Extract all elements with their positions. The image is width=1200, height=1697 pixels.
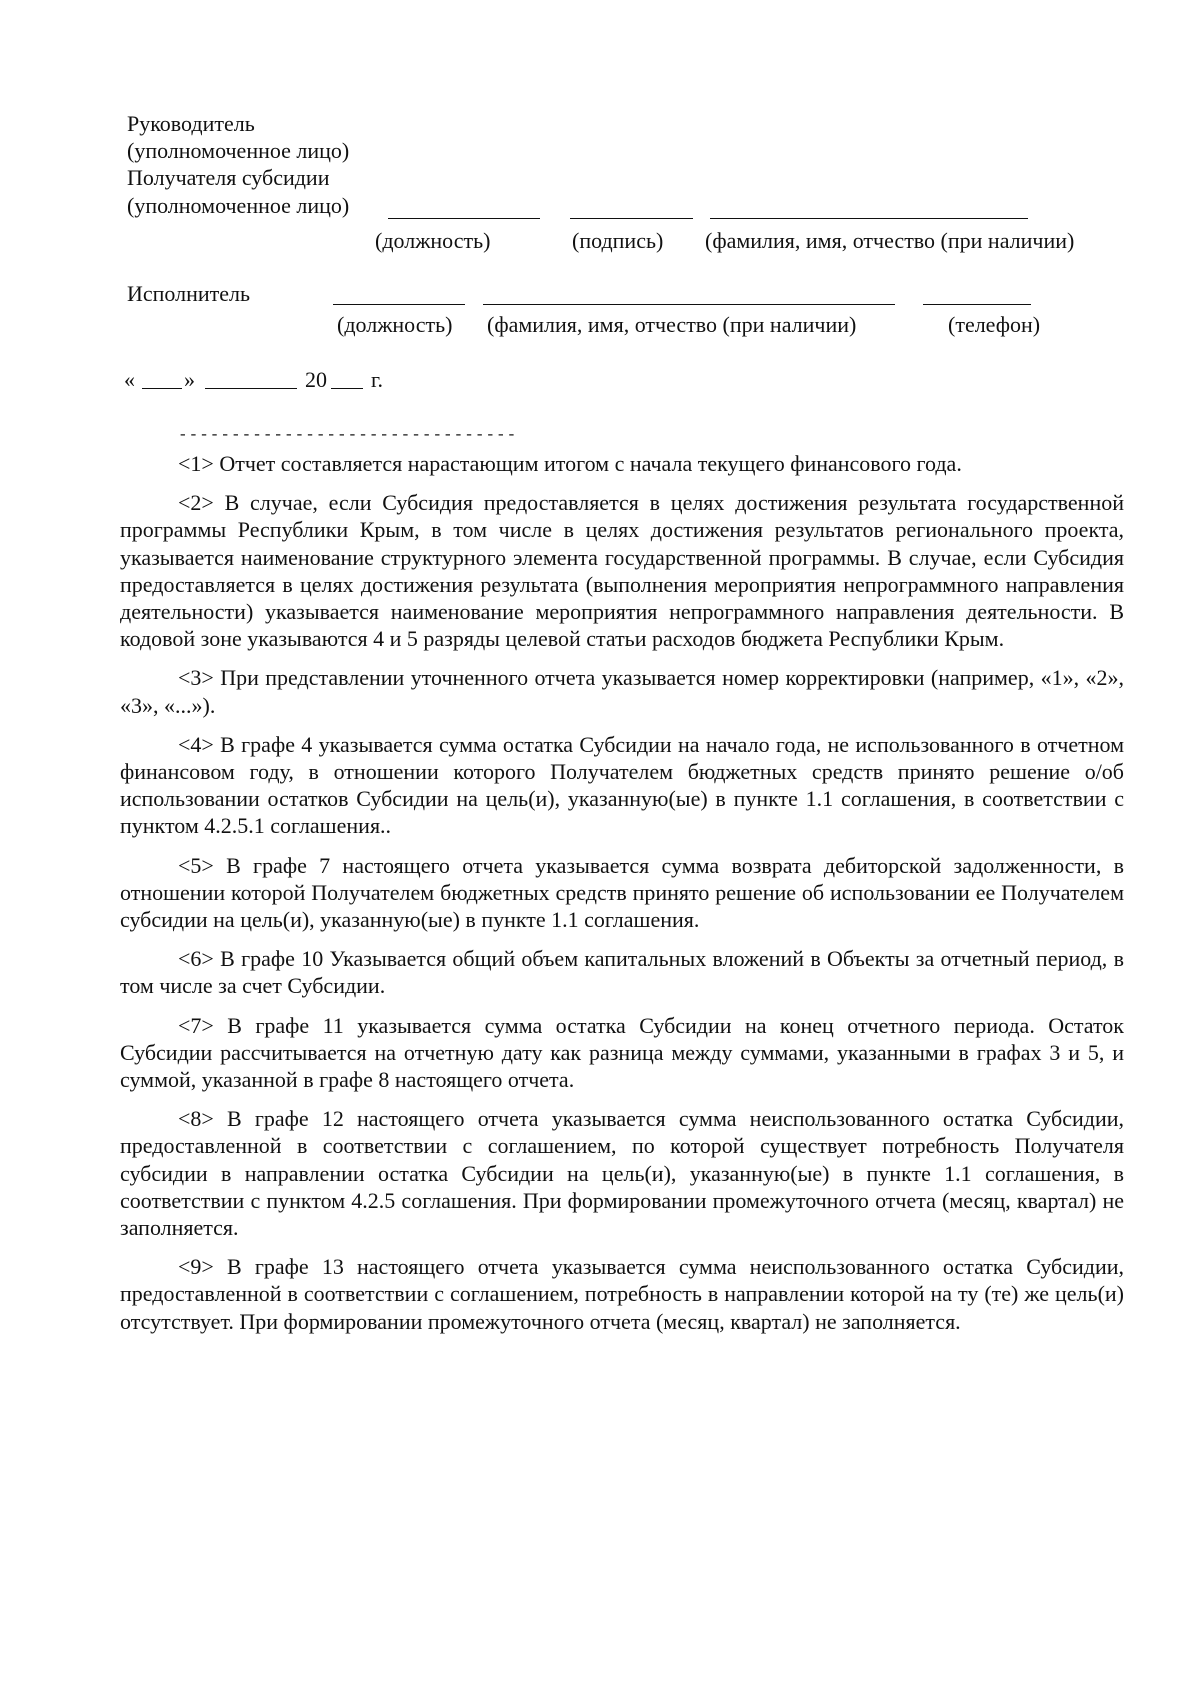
footnote-3: <3> При представлении уточненного отчета указывается номер корректировки (например, «1», «2», «3», «...»). xyxy=(120,665,1124,718)
footnotes xyxy=(120,450,1124,1347)
executor-name-caption: (фамилия, имя, отчество (при наличии) xyxy=(487,312,857,337)
date-close-quote: » xyxy=(184,367,195,392)
footnotes-separator: -------------------------------- xyxy=(178,426,518,444)
head-position-caption: (должность) xyxy=(375,228,491,253)
head-line-1: Руководитель xyxy=(127,111,255,136)
executor-name-line xyxy=(483,304,895,305)
date-year-suffix: г. xyxy=(371,367,384,392)
head-name-caption: (фамилия, имя, отчество (при наличии) xyxy=(705,228,1075,253)
footnote-9: <9> В графе 13 настоящего отчета указывается сумма неиспользованного остатка Субсидии, предоставленной в соответствии с соглашением, потребность в направлении которой на ту (те) же цель(и) отсутствует. При формировании промежуточного отчета (месяц, квартал) не заполняется. xyxy=(120,1254,1124,1334)
executor-position-caption: (должность) xyxy=(337,312,453,337)
footnote-5: <5> В графе 7 настоящего отчета указывается сумма возврата дебиторской задолженности, в отношении которой Получателем бюджетных средств принято решение об использовании ее Получателем субсидии на цель(и), указанную(ые) в пункте 1.1 соглашения. xyxy=(120,852,1124,933)
footnote-1: <1> Отчет составляется нарастающим итогом с начала текущего финансового года. xyxy=(178,451,962,476)
executor-label: Исполнитель xyxy=(127,281,251,306)
date-day-line xyxy=(142,388,182,389)
date-month-line xyxy=(205,388,297,389)
footnote-4: <4> В графе 4 указывается сумма остатка Субсидии на начало года, не использованного в отчетном финансовом году, в отношении которого Получателем бюджетных средств принято решение о/об использовании остатков Субсидии на цель(и), указанную(ые) в пункте 1.1 соглашения, в соответствии с пунктом 4.2.5.1 соглашения.. xyxy=(120,731,1124,839)
head-name-line xyxy=(710,218,1028,219)
head-line-3: Получателя субсидии xyxy=(127,165,330,190)
date-year-line xyxy=(331,388,363,389)
footnote-8: <8> В графе 12 настоящего отчета указывается сумма неиспользованного остатка Субсидии, предоставленной в соответствии с соглашением, по которой существует потребность Получателя субсидии в направлении остатка Субсидии на цель(и), указанную(ые) в пункте 1.1 соглашения, в соответствии с пунктом 4.2.5 соглашения. При формировании промежуточного отчета (месяц, квартал) не заполняется. xyxy=(120,1106,1124,1241)
head-line-4: (уполномоченное лицо) xyxy=(127,193,350,218)
date-year-prefix: 20 xyxy=(305,367,327,392)
date-open-quote: « xyxy=(124,367,135,392)
head-signature-caption: (подпись) xyxy=(572,228,664,253)
executor-phone-line xyxy=(923,304,1031,305)
footnote-6: <6> В графе 10 Указывается общий объем капитальных вложений в Объекты за отчетный период, в том числе за счет Субсидии. xyxy=(120,946,1124,999)
executor-phone-caption: (телефон) xyxy=(948,312,1041,337)
head-signature-line xyxy=(570,218,693,219)
footnote-7: <7> В графе 11 указывается сумма остатка Субсидии на конец отчетного периода. Остаток Субсидии рассчитывается на отчетную дату как разница между суммами, указанными в графах 3 и 5, и суммой, указанной в графе 8 настоящего отчета. xyxy=(120,1012,1124,1093)
head-line-2: (уполномоченное лицо) xyxy=(127,138,350,163)
executor-position-line xyxy=(333,304,465,305)
footnote-2: <2> В случае, если Субсидия предоставляется в целях достижения результата государственной программы Республики Крым, в том числе в целях достижения результатов регионального проекта, указывается наименование структурного элемента государственной программы. В случае, если Субсидия предоставляется в целях достижения результата (выполнения мероприятия непрограммного направления деятельности) указывается наименование мероприятия непрограммного направления деятельности. В кодовой зоне указываются 4 и 5 разряды целевой статьи расходов бюджета Республики Крым. xyxy=(120,490,1124,652)
head-position-line xyxy=(388,218,540,219)
